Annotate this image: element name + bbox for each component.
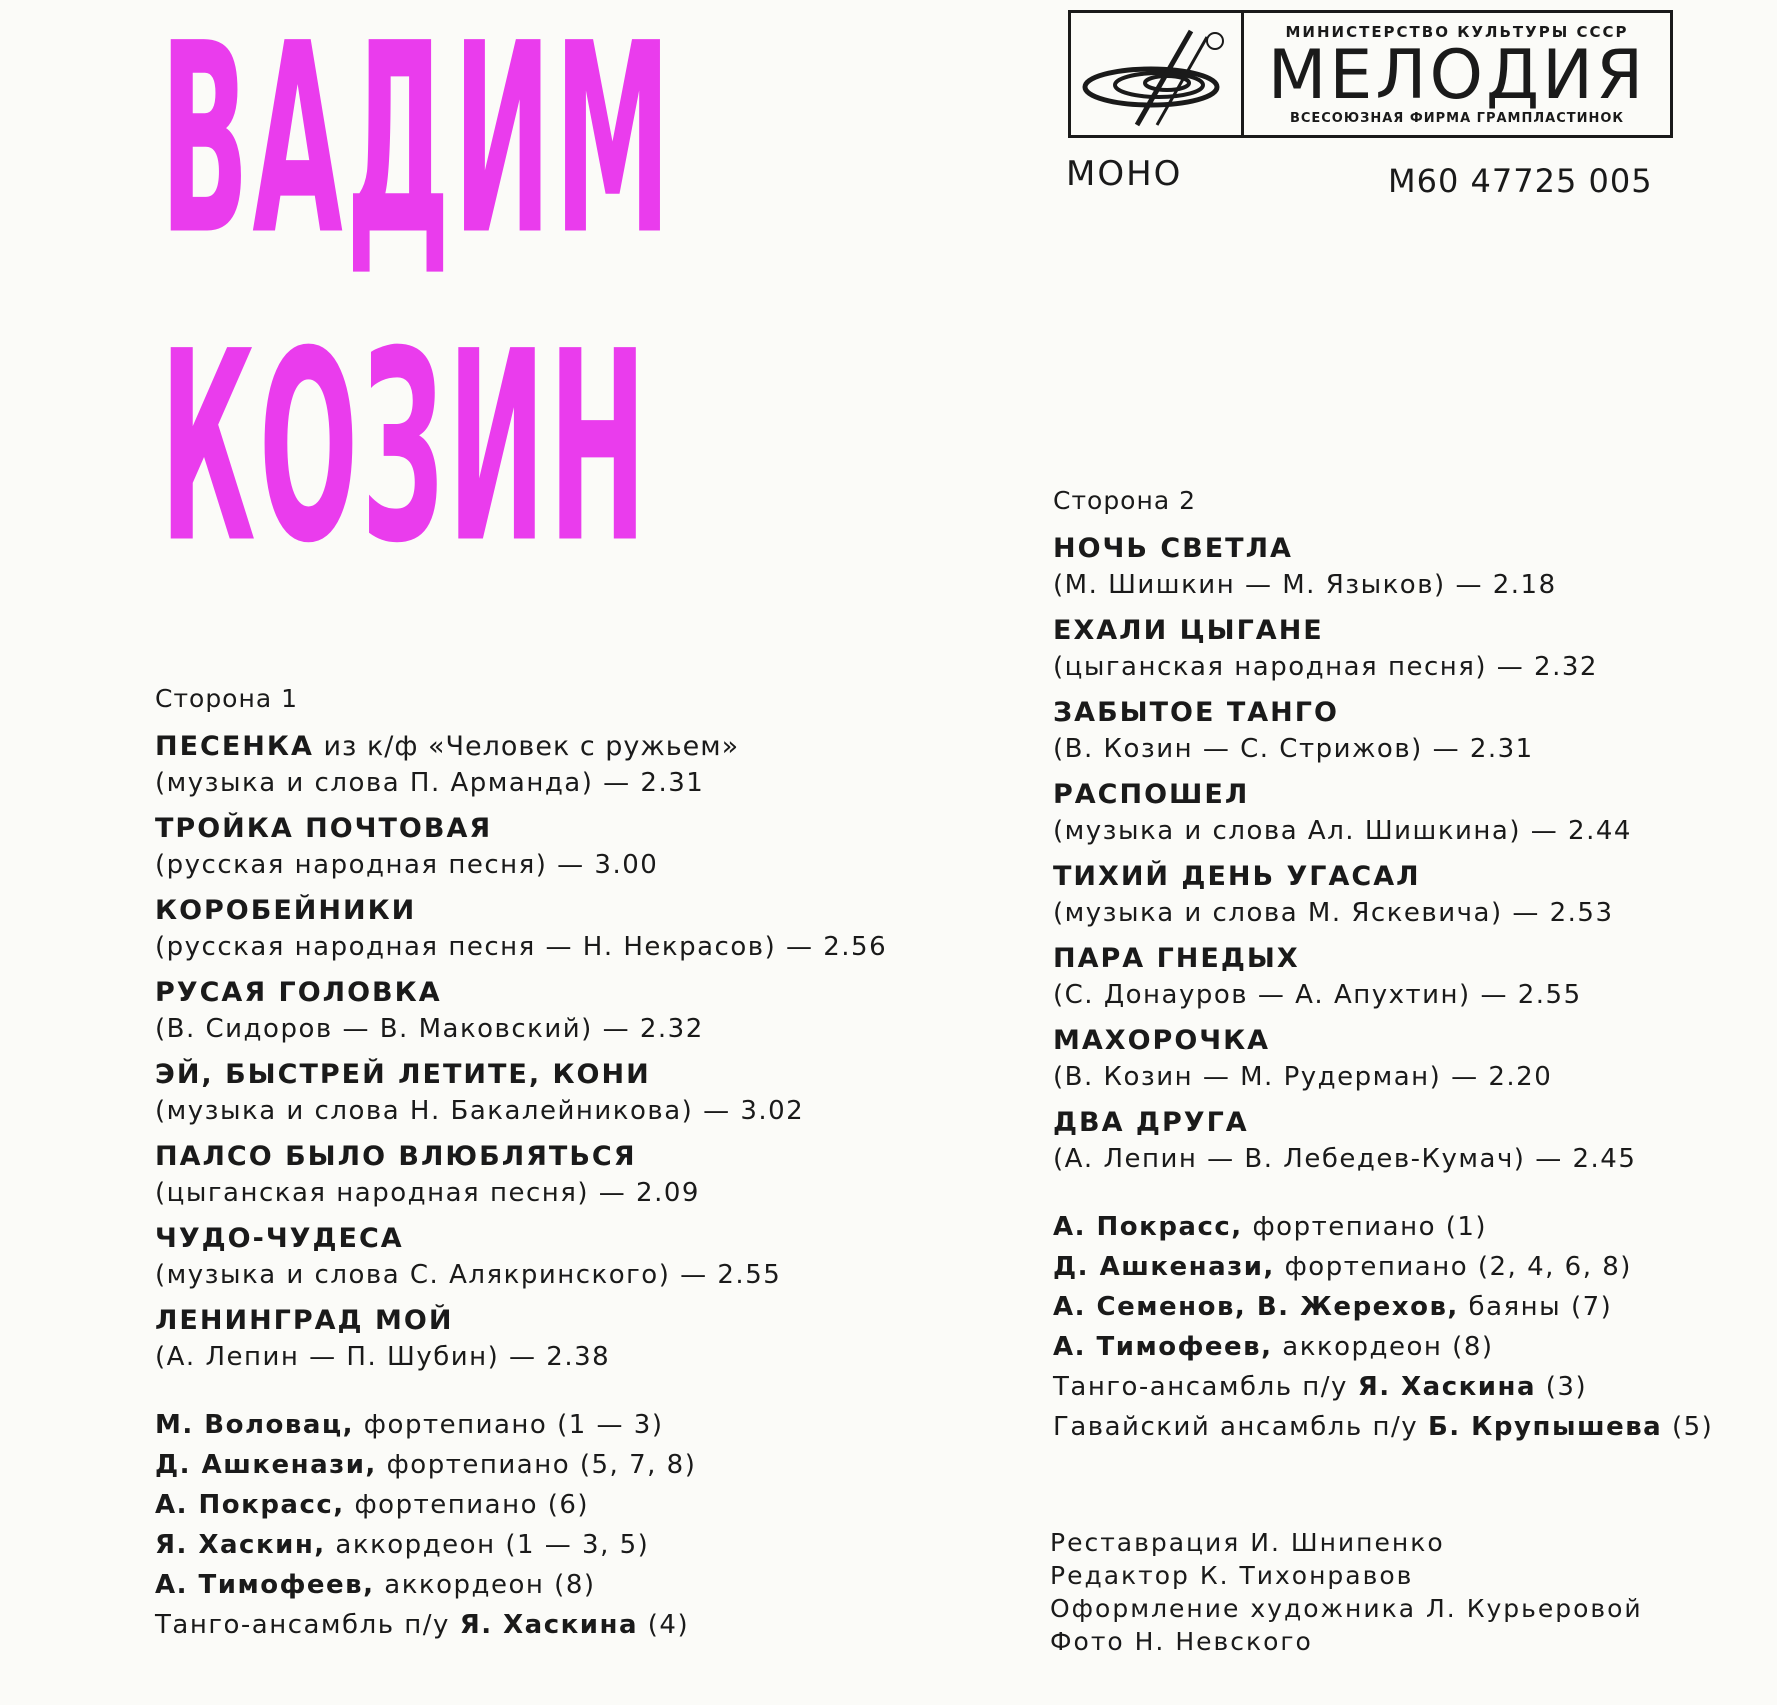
track-item	[1053, 859, 1753, 931]
track-title: ЗАБЫТОЕ ТАНГО	[1053, 697, 1339, 728]
track-item	[1053, 1105, 1753, 1177]
production-credits	[1050, 1526, 1643, 1658]
melodiya-emblem-icon	[1071, 13, 1244, 135]
track-note: из к/ф «Человек с ружьем»	[313, 731, 740, 762]
track-credit: (русская народная песня) — 3.00	[155, 850, 659, 880]
performer-line: А. Семенов, В. Жерехов, баяны (7)	[1053, 1292, 1613, 1322]
track-item	[155, 1139, 935, 1211]
melodiya-logo	[1068, 10, 1673, 138]
track-title: ПАРА ГНЕДЫХ	[1053, 943, 1300, 974]
track-item	[155, 1303, 935, 1375]
side-1-tracklist	[155, 729, 935, 1375]
performer-line: А. Тимофеев, аккордеон (8)	[1053, 1332, 1494, 1362]
performer-line: А. Тимофеев, аккордеон (8)	[155, 1570, 596, 1600]
credit-restoration: Реставрация И. Шнипенко	[1050, 1528, 1445, 1557]
performer-line: А. Покрасс, фортепиано (6)	[155, 1490, 590, 1520]
track-credit: (русская народная песня — Н. Некрасов) — 2.56	[155, 932, 888, 962]
track-title: МАХОРОЧКА	[1053, 1025, 1271, 1056]
track-title: ПАЛСО БЫЛО ВЛЮБЛЯТЬСЯ	[155, 1141, 637, 1172]
logo-brand-text: МЕЛОДИЯ	[1267, 35, 1647, 115]
performer-line: Я. Хаскин, аккордеон (1 — 3, 5)	[155, 1530, 650, 1560]
track-title: НОЧЬ СВЕТЛА	[1053, 533, 1293, 564]
logo-company-text: ВСЕСОЮЗНАЯ ФИРМА ГРАМПЛАСТИНОК	[1289, 110, 1625, 126]
performer-line: Д. Ашкенази, фортепиано (5, 7, 8)	[155, 1450, 697, 1480]
track-credit: (музыка и слова М. Яскевича) — 2.53	[1053, 898, 1614, 928]
side-1-performers	[155, 1405, 935, 1645]
side-1-label: Сторона 1	[155, 684, 298, 713]
track-credit: (В. Козин — С. Стрижов) — 2.31	[1053, 734, 1534, 764]
track-title: РАСПОШЕЛ	[1053, 779, 1250, 810]
side-2-performers	[1053, 1207, 1753, 1447]
track-credit: (В. Сидоров — В. Маковский) — 2.32	[155, 1014, 704, 1044]
track-title: ЕХАЛИ ЦЫГАНЕ	[1053, 615, 1324, 646]
artist-last-name: КОЗИН	[160, 297, 650, 602]
track-credit: (А. Лепин — П. Шубин) — 2.38	[155, 1342, 611, 1372]
track-credit: (М. Шишкин — М. Языков) — 2.18	[1053, 570, 1557, 600]
track-item	[1053, 777, 1753, 849]
side-2-label: Сторона 2	[1053, 486, 1196, 515]
side-2-tracklist	[1053, 531, 1753, 1177]
credit-editor: Редактор К. Тихонравов	[1050, 1561, 1414, 1590]
track-credit: (С. Донауров — А. Апухтин) — 2.55	[1053, 980, 1582, 1010]
performer-line: Танго-ансамбль п/у Я. Хаскина (4)	[155, 1610, 690, 1640]
track-item	[1053, 613, 1753, 685]
track-item	[155, 893, 935, 965]
side-1	[155, 684, 935, 1645]
credit-photo: Фото Н. Невского	[1050, 1627, 1313, 1656]
track-item	[1053, 695, 1753, 767]
track-item	[155, 1221, 935, 1293]
track-credit: (А. Лепин — В. Лебедев-Кумач) — 2.45	[1053, 1144, 1637, 1174]
catalog-number: М60 47725 005	[1388, 162, 1653, 200]
track-credit: (музыка и слова С. Алякринского) — 2.55	[155, 1260, 782, 1290]
track-title: ЭЙ, БЫСТРЕЙ ЛЕТИТЕ, КОНИ	[155, 1059, 651, 1090]
track-item	[1053, 531, 1753, 603]
track-title: КОРОБЕЙНИКИ	[155, 895, 417, 926]
artist-first-name: ВАДИМ	[160, 0, 674, 294]
track-credit: (цыганская народная песня) — 2.09	[155, 1178, 700, 1208]
track-title: ЧУДО-ЧУДЕСА	[155, 1223, 404, 1254]
performer-line: Гавайский ансамбль п/у Б. Крупышева (5)	[1053, 1412, 1714, 1442]
track-item	[155, 811, 935, 883]
performer-line: Д. Ашкенази, фортепиано (2, 4, 6, 8)	[1053, 1252, 1632, 1282]
track-title: ЛЕНИНГРАД МОЙ	[155, 1305, 454, 1336]
track-item	[155, 1057, 935, 1129]
track-item	[155, 729, 935, 801]
track-credit: (В. Козин — М. Рудерман) — 2.20	[1053, 1062, 1553, 1092]
credit-design: Оформление художника Л. Курьеровой	[1050, 1594, 1643, 1623]
format-label: МОНО	[1066, 154, 1183, 194]
track-item	[1053, 1023, 1753, 1095]
performer-line: М. Воловац, фортепиано (1 — 3)	[155, 1410, 664, 1440]
track-title: ТИХИЙ ДЕНЬ УГАСАЛ	[1053, 861, 1421, 892]
track-title: РУСАЯ ГОЛОВКА	[155, 977, 442, 1008]
track-title: ПЕСЕНКА из к/ф «Человек с ружьем»	[155, 731, 740, 762]
performer-line: Танго-ансамбль п/у Я. Хаскина (3)	[1053, 1372, 1588, 1402]
track-title: ТРОЙКА ПОЧТОВАЯ	[155, 813, 493, 844]
side-2	[1053, 486, 1753, 1447]
track-item	[1053, 941, 1753, 1013]
logo-ministry-text: МИНИСТЕРСТВО КУЛЬТУРЫ СССР	[1285, 22, 1629, 41]
track-item	[155, 975, 935, 1047]
track-credit: (цыганская народная песня) — 2.32	[1053, 652, 1598, 682]
track-credit: (музыка и слова Н. Бакалейникова) — 3.02	[155, 1096, 805, 1126]
track-title: ДВА ДРУГА	[1053, 1107, 1249, 1138]
performer-line: А. Покрасс, фортепиано (1)	[1053, 1212, 1488, 1242]
track-credit: (музыка и слова П. Арманда) — 2.31	[155, 768, 705, 798]
track-credit: (музыка и слова Ал. Шишкина) — 2.44	[1053, 816, 1632, 846]
